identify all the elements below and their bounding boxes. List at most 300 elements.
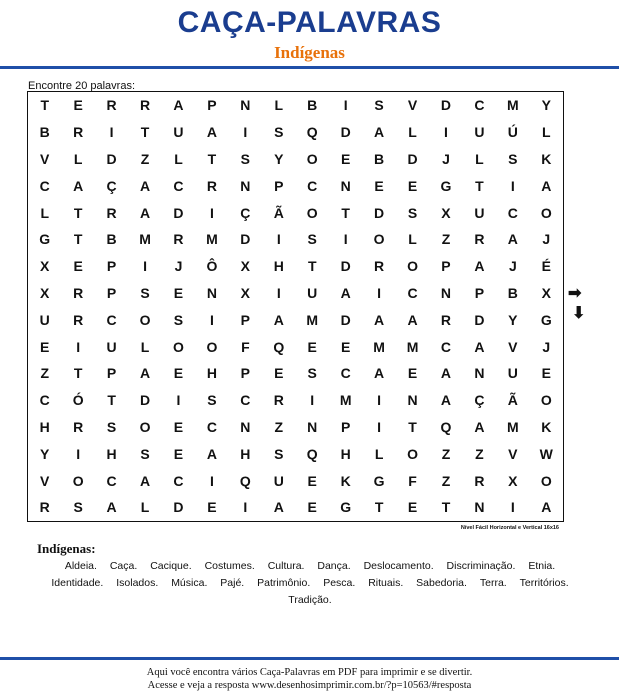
grid-cell: E: [407, 177, 418, 194]
grid-cell: M: [306, 311, 319, 328]
grid-cell: T: [341, 204, 350, 221]
grid-cell: I: [343, 231, 348, 248]
grid-cell: S: [173, 311, 184, 328]
grid-cell: T: [408, 418, 417, 435]
grid-cell: Z: [40, 365, 49, 382]
grid-cell: I: [76, 338, 81, 355]
grid-cell: B: [374, 150, 385, 167]
grid-cell: O: [407, 258, 418, 275]
grid-cell: D: [440, 97, 452, 114]
grid-cell: L: [408, 231, 417, 248]
grid-cell: S: [106, 418, 117, 435]
grid-cell: A: [374, 311, 385, 328]
grid-cell: P: [106, 284, 117, 301]
grid-cell: S: [274, 124, 284, 141]
grid-cell: J: [508, 258, 517, 275]
grid-cell: A: [139, 472, 151, 489]
grid-cell: K: [541, 418, 552, 435]
grid-caption: Nível Fácil Horizontal e Vertical 16x16: [460, 525, 559, 531]
grid-cell: A: [206, 445, 217, 462]
top-divider: [0, 66, 619, 69]
grid-cell: C: [39, 177, 50, 194]
grid-cell: I: [444, 124, 448, 141]
grid-cell: P: [274, 177, 284, 194]
grid-cell: Ó: [72, 392, 84, 409]
word-list-item: Pajé.: [220, 577, 245, 589]
grid-cell: N: [240, 418, 251, 435]
grid-cell: S: [240, 150, 251, 167]
grid-cell: C: [507, 204, 518, 221]
grid-cell: S: [140, 284, 150, 301]
grid-cell: L: [542, 124, 551, 141]
grid-cell: C: [307, 177, 318, 194]
word-list-item: Música.: [171, 577, 208, 589]
down-arrow-icon: ⬇: [572, 305, 586, 322]
grid-cell: R: [440, 311, 452, 328]
word-list-item: Territórios.: [519, 577, 569, 589]
grid-cell: M: [206, 231, 218, 248]
grid-cell: D: [139, 392, 151, 409]
grid-cell: T: [107, 392, 116, 409]
word-list-item: Pesca.: [323, 577, 356, 589]
word-list: [40, 558, 580, 609]
grid-cell: S: [207, 392, 217, 409]
grid-cell: D: [340, 311, 351, 328]
grid-cell: F: [241, 338, 250, 355]
grid-cell: D: [173, 499, 184, 516]
grid-cell: R: [39, 499, 50, 516]
grid-cell: I: [243, 124, 248, 141]
grid-cell: D: [106, 150, 117, 167]
grid-cell: O: [139, 311, 151, 328]
grid-cell: S: [508, 150, 518, 167]
puzzle-instruction: Encontre 20 palavras:: [28, 80, 136, 92]
grid-cell: G: [373, 472, 385, 489]
grid-row: [28, 146, 563, 173]
grid-cell: H: [39, 418, 50, 435]
grid-cell: O: [72, 472, 84, 489]
grid-cell: D: [374, 204, 385, 221]
grid-cell: T: [307, 258, 317, 275]
grid-cell: P: [240, 311, 251, 328]
grid-cell: U: [106, 338, 117, 355]
grid-row: [28, 253, 563, 280]
grid-cell: U: [39, 311, 50, 328]
grid-cell: U: [474, 204, 485, 221]
grid-cell: W: [539, 445, 553, 462]
footer: [0, 666, 619, 692]
grid-cell: R: [474, 472, 485, 489]
grid-cell: I: [343, 97, 348, 114]
grid-cell: T: [374, 499, 384, 516]
grid-cell: I: [76, 445, 81, 462]
grid-cell: J: [542, 338, 551, 355]
grid-cell: X: [40, 284, 50, 301]
grid-cell: N: [440, 284, 452, 301]
grid-cell: D: [340, 258, 351, 275]
grid-cell: Z: [475, 445, 484, 462]
word-list-item: Caça.: [109, 560, 138, 572]
grid-cell: G: [39, 231, 51, 248]
word-search-grid: [27, 91, 564, 531]
grid-cell: R: [73, 311, 84, 328]
grid-cell: C: [407, 284, 418, 301]
grid-cell: A: [340, 284, 351, 301]
grid-cell: O: [139, 418, 151, 435]
grid-row: [28, 440, 563, 467]
grid-cell: Ç: [240, 204, 251, 221]
grid-cell: C: [474, 97, 485, 114]
grid-cell: S: [140, 445, 150, 462]
grid-cell: C: [106, 311, 117, 328]
grid-cell: E: [173, 445, 184, 462]
grid-cell: I: [377, 284, 382, 301]
grid-cell: E: [73, 97, 83, 114]
grid-cell: E: [407, 365, 418, 382]
grid-cell: Y: [40, 445, 50, 462]
grid-cell: O: [206, 338, 218, 355]
grid-cell: U: [307, 284, 318, 301]
grid-cell: M: [507, 418, 519, 435]
grid-cell: I: [510, 177, 515, 194]
grid-cell: A: [139, 365, 151, 382]
grid-cell: Q: [440, 418, 452, 435]
grid-cell: D: [240, 231, 251, 248]
grid-cell: I: [310, 392, 315, 409]
grid-cell: R: [139, 97, 151, 114]
grid-cell: H: [273, 258, 284, 275]
grid-cell: I: [143, 258, 147, 275]
grid-cell: J: [442, 150, 450, 167]
grid-cell: E: [274, 365, 284, 382]
grid-cell: K: [541, 150, 552, 167]
grid-cell: R: [73, 124, 84, 141]
grid-row: [28, 360, 563, 387]
grid-cell: A: [541, 499, 552, 516]
grid-cell: H: [106, 445, 117, 462]
grid-cell: E: [340, 150, 351, 167]
word-list-item: Etnia.: [528, 560, 556, 572]
word-list-item: Sabedoria.: [416, 577, 467, 589]
word-list-item: Cultura.: [267, 560, 305, 572]
grid-cell: E: [541, 365, 551, 382]
grid-cell: Z: [441, 445, 451, 462]
grid-cell: E: [307, 472, 317, 489]
grid-cell: A: [474, 258, 485, 275]
grid-cell: G: [440, 177, 452, 194]
grid-cell: P: [474, 284, 485, 301]
grid-cell: X: [240, 284, 251, 301]
grid-cell: V: [508, 338, 518, 355]
grid-cell: Z: [441, 472, 451, 489]
grid-cell: Q: [306, 445, 318, 462]
grid-cell: N: [407, 392, 418, 409]
grid-cell: S: [274, 445, 284, 462]
grid-cell: I: [209, 311, 214, 328]
grid-cell: N: [474, 365, 485, 382]
grid-cell: H: [240, 445, 251, 462]
grid-cell: S: [374, 97, 384, 114]
grid-cell: O: [306, 204, 318, 221]
footer-line-1: Aqui você encontra vários Caça-Palavras em PDF para imprimir e se divertir.: [146, 667, 473, 678]
grid-cell: C: [39, 392, 50, 409]
grid-cell: V: [508, 445, 518, 462]
grid-cell: A: [374, 365, 385, 382]
grid-cell: E: [340, 338, 351, 355]
grid-cell: N: [206, 284, 217, 301]
grid-cell: L: [408, 124, 417, 141]
grid-cell: M: [339, 392, 352, 409]
grid-cell: E: [207, 499, 217, 516]
grid-cell: I: [510, 499, 515, 516]
grid-cell: D: [407, 150, 418, 167]
grid-cell: S: [307, 365, 317, 382]
grid-cell: E: [307, 499, 317, 516]
grid-cell: I: [176, 392, 181, 409]
grid-cell: A: [139, 177, 151, 194]
grid-cell: A: [474, 338, 485, 355]
grid-cell: T: [441, 499, 451, 516]
grid-cell: B: [507, 284, 518, 301]
grid-cell: A: [374, 124, 385, 141]
grid-cell: L: [140, 499, 150, 516]
grid-row: [28, 387, 563, 414]
grid-cell: M: [373, 338, 385, 355]
grid-cell: S: [73, 499, 83, 516]
grid-cell: D: [340, 124, 351, 141]
grid-cell: Y: [541, 97, 551, 114]
word-list-item: Aldeia.: [64, 560, 97, 572]
grid-cell: Y: [508, 311, 518, 328]
grid-cell: Ç: [474, 392, 485, 409]
grid-cell: Ã: [273, 204, 284, 221]
grid-cell: E: [73, 258, 83, 275]
grid-cell: E: [40, 338, 50, 355]
grid-cell: J: [542, 231, 551, 248]
grid-cell: L: [174, 150, 183, 167]
grid-cell: A: [139, 204, 151, 221]
grid-cell: R: [206, 177, 217, 194]
grid-cell: C: [240, 392, 251, 409]
grid-row: [28, 333, 563, 360]
grid-cell: A: [541, 177, 552, 194]
word-list-item: Patrimônio.: [257, 577, 311, 589]
grid-cell: T: [73, 365, 83, 382]
grid-cell: C: [173, 472, 184, 489]
grid-cell: B: [106, 231, 117, 248]
grid-cell: K: [340, 472, 351, 489]
grid-cell: E: [173, 365, 184, 382]
grid-cell: E: [374, 177, 384, 194]
grid-cell: V: [40, 472, 50, 489]
grid-cell: V: [407, 97, 418, 114]
grid-cell: O: [540, 392, 552, 409]
grid-cell: P: [207, 97, 217, 114]
grid-cell: Y: [274, 150, 284, 167]
grid-cell: M: [406, 338, 419, 355]
page-subtitle: Indígenas: [274, 43, 345, 62]
grid-cell: P: [106, 258, 117, 275]
grid-cell: Ô: [206, 258, 218, 275]
grid-cell: L: [274, 97, 284, 114]
grid-cell: N: [240, 177, 251, 194]
grid-cell: T: [207, 150, 217, 167]
grid-cell: D: [474, 311, 485, 328]
grid-cell: L: [40, 204, 49, 221]
grid-cell: Q: [239, 472, 251, 489]
grid-cell: G: [340, 499, 352, 516]
grid-cell: Ã: [507, 392, 518, 409]
grid-cell: U: [273, 472, 284, 489]
word-list-item: Costumes.: [204, 560, 255, 572]
grid-cell: A: [440, 365, 452, 382]
grid-cell: R: [173, 231, 184, 248]
grid-cell: V: [40, 150, 50, 167]
grid-cell: P: [106, 365, 117, 382]
grid-cell: O: [306, 150, 318, 167]
grid-row: [28, 494, 563, 521]
word-list-item: Dança.: [317, 560, 351, 572]
word-list-heading: Indígenas:: [37, 541, 96, 556]
grid-row: [28, 172, 563, 199]
grid-cell: M: [507, 97, 519, 114]
grid-cell: O: [173, 338, 184, 355]
grid-row: [28, 119, 563, 146]
grid-cell: A: [73, 177, 84, 194]
grid-cell: P: [340, 418, 351, 435]
grid-cell: H: [206, 365, 217, 382]
grid-cell: U: [173, 124, 184, 141]
grid-row: [28, 467, 563, 494]
word-list-item: Tradição.: [288, 594, 332, 606]
grid-cell: E: [307, 338, 317, 355]
grid-cell: C: [440, 338, 452, 355]
grid-cell: Q: [306, 124, 318, 141]
grid-cell: R: [73, 418, 84, 435]
grid-cell: X: [541, 284, 551, 301]
grid-cell: S: [307, 231, 317, 248]
grid-cell: H: [340, 445, 351, 462]
grid-cell: L: [374, 445, 384, 462]
grid-cell: N: [307, 418, 318, 435]
grid-cell: P: [240, 365, 251, 382]
grid-cell: É: [541, 258, 551, 275]
grid-cell: Z: [140, 150, 150, 167]
grid-cell: T: [73, 204, 83, 221]
grid-cell: A: [173, 97, 184, 114]
word-list-item: Identidade.: [51, 577, 104, 589]
grid-cell: O: [407, 445, 418, 462]
word-list-item: Terra.: [479, 577, 507, 589]
grid-cell: T: [475, 177, 484, 194]
grid-row: [28, 306, 563, 333]
grid-cell: T: [73, 231, 83, 248]
grid-cell: A: [507, 231, 518, 248]
right-arrow-icon: ➡: [568, 285, 582, 302]
grid-cell: I: [209, 472, 214, 489]
grid-cell: C: [106, 472, 117, 489]
grid-cell: N: [340, 177, 351, 194]
grid-cell: B: [307, 97, 318, 114]
grid-row: [28, 280, 563, 307]
word-list-item: Discriminação.: [446, 560, 516, 572]
grid-cell: R: [106, 204, 117, 221]
grid-row: [28, 92, 563, 119]
grid-cell: R: [474, 231, 485, 248]
grid-cell: N: [240, 97, 251, 114]
grid-cell: X: [240, 258, 251, 275]
grid-cell: X: [441, 204, 451, 221]
grid-cell: U: [474, 124, 485, 141]
grid-cell: A: [106, 499, 117, 516]
grid-cell: G: [540, 311, 552, 328]
grid-cell: A: [440, 392, 452, 409]
grid-cell: C: [173, 177, 184, 194]
grid-cell: T: [140, 124, 150, 141]
grid-row: [28, 414, 563, 441]
grid-cell: I: [209, 204, 214, 221]
word-list-item: Isolados.: [116, 577, 159, 589]
grid-cell: Ç: [106, 177, 117, 194]
grid-cell: E: [173, 284, 184, 301]
grid-cell: O: [540, 204, 552, 221]
grid-cell: L: [140, 338, 150, 355]
grid-cell: P: [441, 258, 451, 275]
grid-cell: A: [206, 124, 217, 141]
grid-cell: Z: [274, 418, 284, 435]
footer-line-2: Acesse e veja a resposta www.desenhosimprimir.com.br/?p=10563/#resposta: [147, 680, 472, 691]
grid-cell: I: [377, 392, 382, 409]
grid-cell: I: [377, 418, 382, 435]
grid-cell: I: [109, 124, 114, 141]
grid-cell: I: [276, 231, 281, 248]
grid-row: [28, 226, 563, 253]
grid-cell: D: [173, 204, 184, 221]
letter-grid: [28, 92, 563, 521]
page-title: CAÇA-PALAVRAS: [177, 6, 442, 39]
grid-cell: J: [174, 258, 183, 275]
bottom-divider: [0, 657, 619, 660]
grid-cell: R: [73, 284, 84, 301]
grid-cell: E: [407, 499, 418, 516]
grid-cell: I: [243, 499, 248, 516]
grid-cell: X: [40, 258, 50, 275]
grid-cell: S: [407, 204, 418, 221]
grid-cell: T: [40, 97, 49, 114]
grid-cell: A: [273, 499, 284, 516]
grid-cell: O: [540, 472, 552, 489]
grid-cell: Q: [273, 338, 285, 355]
word-list-item: Cacique.: [150, 560, 192, 572]
word-list-item: Rituais.: [368, 577, 404, 589]
grid-cell: R: [106, 97, 117, 114]
grid-cell: N: [474, 499, 485, 516]
grid-cell: M: [139, 231, 151, 248]
grid-cell: R: [374, 258, 385, 275]
grid-cell: L: [73, 150, 83, 167]
grid-cell: F: [408, 472, 417, 489]
grid-cell: O: [373, 231, 385, 248]
grid-cell: I: [276, 284, 281, 301]
grid-cell: A: [407, 311, 418, 328]
grid-cell: C: [340, 365, 351, 382]
grid-cell: A: [273, 311, 284, 328]
grid-cell: B: [39, 124, 50, 141]
grid-cell: A: [474, 418, 485, 435]
grid-cell: X: [508, 472, 518, 489]
grid-cell: Z: [441, 231, 451, 248]
word-list-item: Deslocamento.: [363, 560, 434, 572]
